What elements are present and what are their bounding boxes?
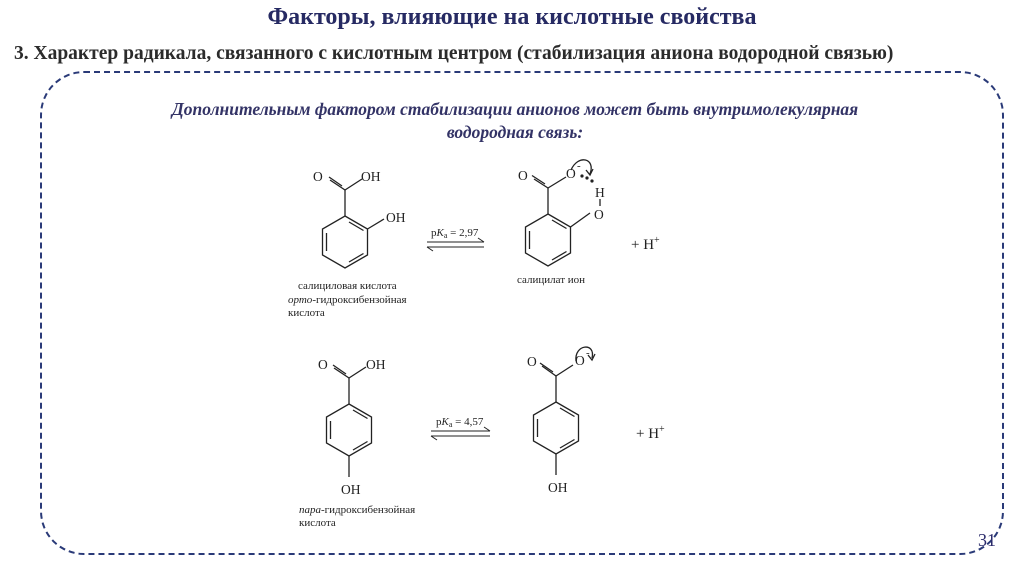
hbond-hydrogen: H xyxy=(595,185,605,200)
acid-carboxyl-oh: OH xyxy=(361,169,381,184)
intro-line-1: Дополнительным фактором стабилизации анионов может быть внутримолекулярная xyxy=(171,99,859,119)
phenol-oxygen: O xyxy=(594,207,604,222)
anion-charge-minus: - xyxy=(577,160,581,172)
para-anion-phenol-oh: OH xyxy=(548,480,568,495)
hydrogen-bond-dots xyxy=(580,174,593,182)
acid-phenol-oh: OH xyxy=(386,210,406,225)
para-anion-charge-minus: - xyxy=(586,347,590,359)
para-acid-carboxyl-oh: OH xyxy=(366,357,386,372)
slide-title: Факторы, влияющие на кислотные свойства xyxy=(267,4,757,30)
para-anion-structure xyxy=(534,347,596,475)
para-acid-carbonyl-o: O xyxy=(318,357,328,372)
ortho-name-line-2: кислота xyxy=(288,307,325,319)
plus-proton-1: + H+ xyxy=(631,235,660,253)
anion-o-minus: O xyxy=(566,166,576,181)
pka-label-2: pKa = 4,57 xyxy=(436,416,484,429)
para-acid-structure xyxy=(327,365,372,477)
para-name-line-2: кислота xyxy=(299,517,336,529)
pka-label-1: pKa = 2,97 xyxy=(431,227,479,240)
acid-carbonyl-o: O xyxy=(313,169,323,184)
para-acid-phenol-oh: OH xyxy=(341,482,361,497)
page-number: 31 xyxy=(978,530,996,550)
equilibrium-arrow-1 xyxy=(427,238,484,251)
salicylate-ion-structure xyxy=(526,160,601,266)
salicylic-acid-label: салициловая кислота xyxy=(298,280,397,292)
salicylic-acid-structure xyxy=(323,177,385,268)
salicylate-ion-label: салицилат ион xyxy=(517,274,586,286)
slide-subtitle: 3. Характер радикала, связанного с кислотным центром (стабилизация аниона водородной связью) xyxy=(14,43,894,64)
para-anion-carbonyl-o: O xyxy=(527,354,537,369)
para-anion-o-minus: O xyxy=(575,353,585,368)
para-name-line: пара-гидроксибензойная xyxy=(299,504,416,516)
plus-proton-2: + H+ xyxy=(636,424,665,442)
ortho-name-line: орто-гидроксибензойная xyxy=(288,294,407,306)
intro-line-2: водородная связь: xyxy=(446,122,584,142)
equilibrium-arrow-2 xyxy=(431,427,490,440)
anion-carbonyl-o: O xyxy=(518,168,528,183)
